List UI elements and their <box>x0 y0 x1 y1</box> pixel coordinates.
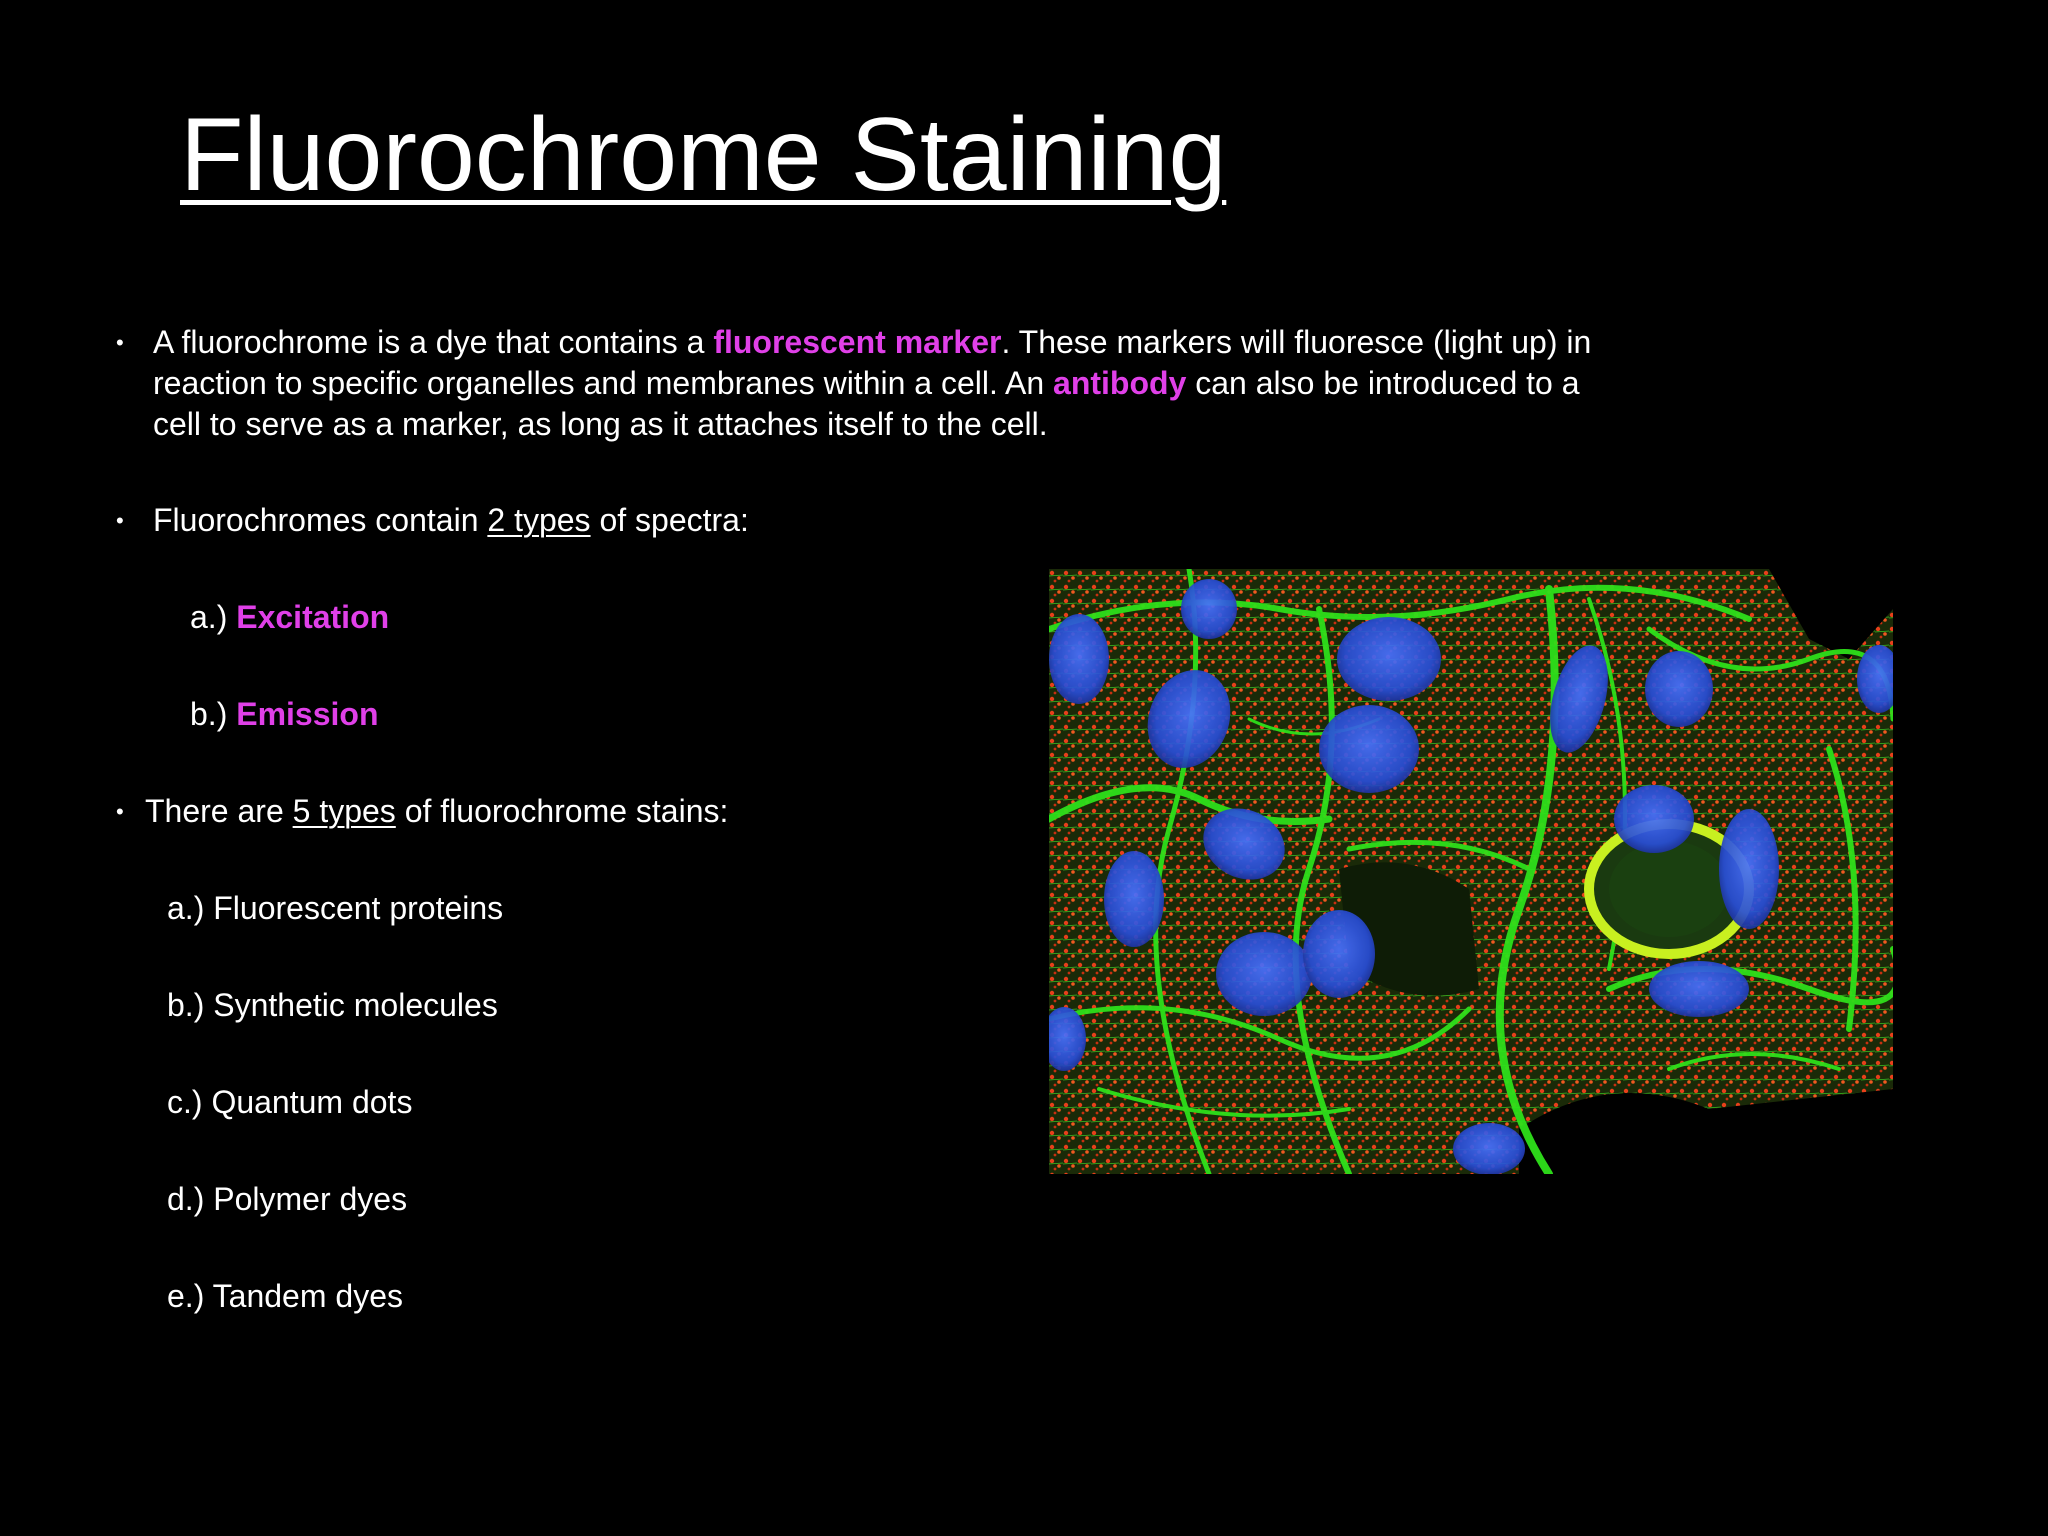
highlight-emission: Emission <box>236 696 379 732</box>
highlight-excitation: Excitation <box>236 599 390 635</box>
underlined-2-types: 2 types <box>487 502 591 538</box>
bullet1-text: A fluorochrome is a dye that contains a <box>153 324 714 360</box>
micrograph-svg <box>1049 569 1893 1174</box>
bullet1-line1 <box>153 322 1591 363</box>
bullet3-text: of fluorochrome stains: <box>395 793 729 829</box>
spectra-item-excitation <box>190 597 389 638</box>
slide-title: Fluorochrome Staining <box>180 97 1227 213</box>
stain-type-item: a.) Fluorescent proteins <box>167 890 504 926</box>
highlight-antibody: antibody <box>1053 365 1187 401</box>
bullet1-line2 <box>153 363 1580 404</box>
fluorescence-micrograph-image <box>1049 569 1893 1174</box>
highlight-fluorescent-marker: fluorescent marker <box>713 324 1002 360</box>
bullet3-line <box>145 791 728 832</box>
bullet1-text: can also be introduced to a <box>1186 365 1580 401</box>
item-prefix: b.) <box>190 696 237 732</box>
stain-type-item: d.) Polymer dyes <box>167 1181 408 1217</box>
stain-type-item: e.) Tandem dyes <box>167 1278 403 1314</box>
bullet2-text: of spectra: <box>590 502 749 538</box>
bullet1-text: reaction to specific organelles and membranes within a cell. An <box>153 365 1054 401</box>
bullet-marker: • <box>116 799 124 824</box>
bullet1-text: . These markers will fluoresce (light up) in <box>1001 324 1592 360</box>
bullet3-text: There are <box>145 793 293 829</box>
spectra-item-emission <box>190 694 379 735</box>
bullet-marker: • <box>116 508 124 533</box>
stain-type-item: b.) Synthetic molecules <box>167 987 498 1023</box>
bullet1-line3: cell to serve as a marker, as long as it attaches itself to the cell. <box>153 406 1048 442</box>
stain-type-item: c.) Quantum dots <box>167 1084 413 1120</box>
bullet2-text: Fluorochromes contain <box>153 502 488 538</box>
bullet-marker: • <box>116 330 124 355</box>
underlined-5-types: 5 types <box>292 793 396 829</box>
item-prefix: a.) <box>190 599 237 635</box>
bullet2-line <box>153 500 749 541</box>
